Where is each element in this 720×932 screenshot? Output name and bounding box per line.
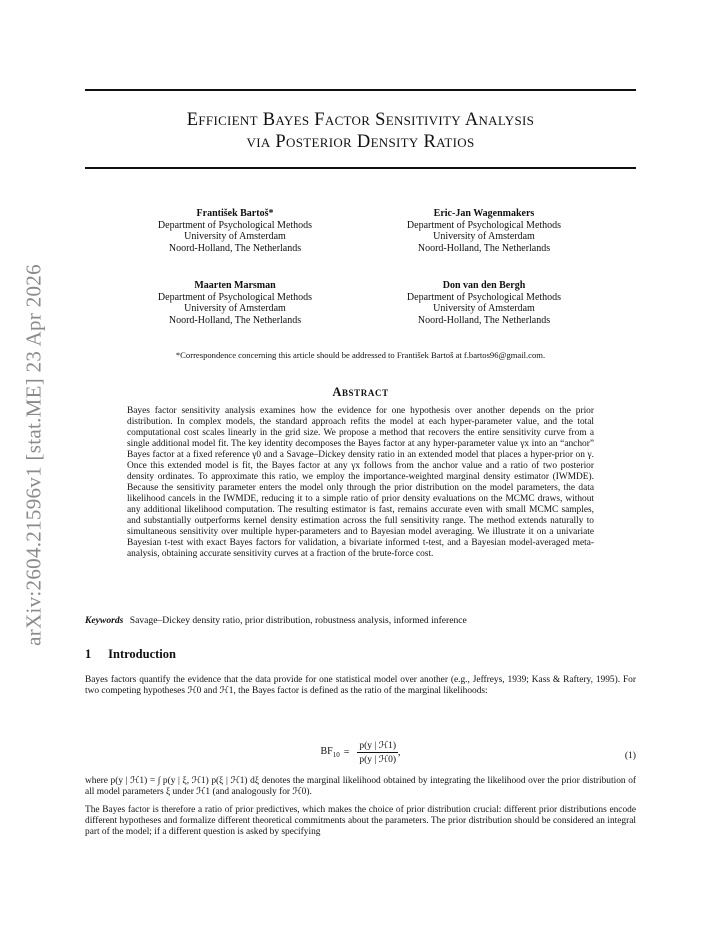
keywords-label: Keywords bbox=[85, 615, 124, 626]
author-location: Noord-Holland, The Netherlands bbox=[168, 314, 302, 326]
author-block bbox=[130, 280, 340, 326]
equation-1: $BF_{10}$ = $\frac{\text{p(y | ℋ1)}}{\text{p(y | ℋ0)}}$ , (1) bbox=[320, 741, 636, 765]
author-name: Eric-Jan Wagenmakers bbox=[433, 208, 535, 219]
keywords-text: Savage–Dickey density ratio, prior distribution, robustness analysis, informed inference bbox=[129, 615, 467, 626]
arxiv-identifier-sidebar bbox=[22, 250, 46, 660]
author-location: Noord-Holland, The Netherlands bbox=[417, 314, 551, 326]
author-block bbox=[379, 208, 589, 254]
title-top-rule bbox=[85, 89, 636, 91]
author-department: Department of Psychological Methods bbox=[157, 219, 313, 231]
paper-title-line-1: Efficient Bayes Factor Sensitivity Analysis bbox=[186, 110, 535, 130]
author-location: Noord-Holland, The Netherlands bbox=[168, 242, 302, 254]
author-name: Don van den Bergh bbox=[442, 280, 526, 291]
equation-denominator: p(y | ℋ0) bbox=[359, 755, 396, 765]
equation-lhs-subscript: 10 bbox=[332, 751, 340, 759]
intro-paragraph-2: where p(y | ℋ1) = ∫ p(y | ξ, ℋ1) p(ξ | ℋ1) dξ denotes the marginal likelihood obtained by integrating the likelihood over the prior distribution of all model parameters ξ under ℋ1 (and analogously for ℋ0). bbox=[85, 776, 636, 798]
keywords-line bbox=[85, 615, 636, 626]
intro-paragraph-1: Bayes factors quantify the evidence that the data provide for one statistical model over another (e.g., Jeffreys, 1939; Kass & Raftery, 1995). For two competing hypotheses ℋ0 and ℋ1, the Bayes factor is defined as the ratio of the marginal likelihoods: bbox=[85, 675, 636, 697]
correspondence-note: *Correspondence concerning this article should be addressed to František Bartoš at f.bartos96@gmail.com. bbox=[175, 350, 546, 360]
equation-lhs bbox=[321, 746, 340, 759]
arxiv-id-text: arXiv:2604.21596v1 [stat.ME] 23 Apr 2026 bbox=[21, 264, 46, 646]
author-name: František Bartoš* bbox=[196, 208, 274, 219]
author-block bbox=[379, 280, 589, 326]
author-university: University of Amsterdam bbox=[433, 231, 535, 242]
paper-title-line-2: via Posterior Density Ratios bbox=[246, 132, 475, 152]
section-heading bbox=[85, 647, 176, 662]
equation-number: (1) bbox=[624, 750, 636, 761]
paper-title bbox=[85, 109, 636, 153]
intro-paragraph-3: The Bayes factor is therefore a ratio of prior predictives, which makes the choice of prior distribution crucial: different prior distributions encode different hypotheses and formalize different theoretical commitments about the parameters. The prior distribution should be considered an integral part of the model; if a different question is asked by specifying bbox=[85, 805, 636, 838]
author-block bbox=[130, 208, 340, 254]
author-department: Department of Psychological Methods bbox=[406, 291, 562, 303]
section-number: 1 bbox=[85, 647, 92, 661]
abstract-heading: Abstract bbox=[332, 385, 389, 399]
title-bottom-rule bbox=[85, 167, 636, 169]
author-university: University of Amsterdam bbox=[184, 303, 286, 314]
equation-lhs-base: BF bbox=[320, 746, 333, 757]
author-university: University of Amsterdam bbox=[184, 231, 286, 242]
author-name: Maarten Marsman bbox=[194, 280, 276, 291]
author-department: Department of Psychological Methods bbox=[406, 219, 562, 231]
author-department: Department of Psychological Methods bbox=[157, 291, 313, 303]
author-university: University of Amsterdam bbox=[433, 303, 535, 314]
section-title: Introduction bbox=[108, 647, 176, 661]
author-location: Noord-Holland, The Netherlands bbox=[417, 242, 551, 254]
equation-numerator: p(y | ℋ1) bbox=[359, 741, 396, 751]
equation-fraction bbox=[357, 740, 398, 765]
abstract-text: Bayes factor sensitivity analysis examines how the evidence for one hypothesis over another depends on the prior distribution. In complex models, the standard approach refits the model at each hyper-parameter value, and the total computational cost scales linearly in the grid size. We propose a method that recovers the entire sensitivity curve from a single additional model fit. The key identity decomposes the Bayes factor at any hyper-parameter value γx into an “anchor” Bayes factor at a fixed reference γ0 and a Savage–Dickey density ratio in an extended model that places a hyper-prior on γ. Once this extended model is fit, the Bayes factor at any γx follows from the anchor value and a ratio of two posterior density ordinates. To approximate this ratio, we employ the importance-weighted marginal density estimator (IWMDE). Because the sensitivity parameter enters the model only through the prior distribution on the model parameters, the data likelihood cancels in the IWMDE, reducing it to a simple ratio of prior density evaluations on the MCMC draws, without any additional likelihood computation. The resulting estimator is fast, remains accurate even with small MCMC samples, and substantially outperforms kernel density estimation across the full sensitivity range. The method extends naturally to simultaneous sensitivity over multiple hyper-parameters and to Bayesian model averaging. We illustrate it on a univariate Bayesian t-test with exact Bayes factors for validation, a bivariate informed t-test, and a Bayesian model-averaged meta-analysis, obtaining accurate sensitivity curves at a fraction of the brute-force cost. bbox=[127, 406, 594, 560]
